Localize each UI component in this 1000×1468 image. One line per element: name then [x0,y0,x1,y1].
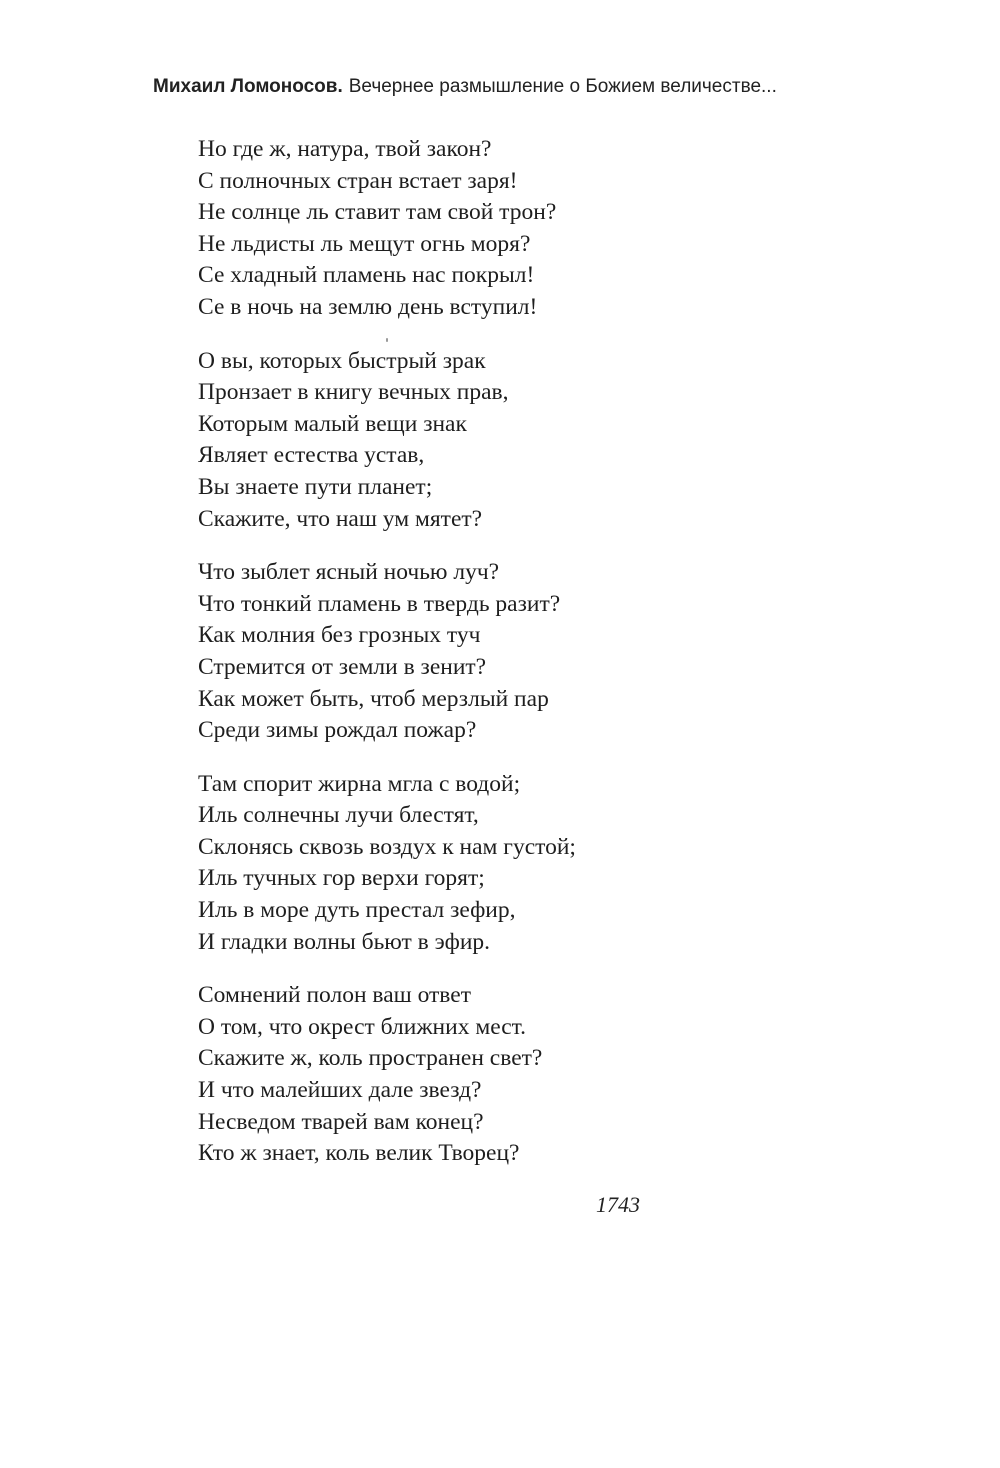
stanza [198,769,576,959]
poem-line: Склонясь сквозь воздух к нам густой; [198,833,576,860]
poem-line: Несведом тварей вам конец? [198,1108,484,1135]
poem-line: Иль в море дуть престал зефир, [198,897,516,924]
poem-line: Иль солнечны лучи блестят, [198,802,479,829]
poem-line: Кто ж знает, коль велик Творец? [198,1140,520,1167]
poem-line: Не льдисты ль мещут огнь моря? [198,230,531,257]
poem-line: Се хладный пламень нас покрыл! [198,262,535,289]
poem-line: О вы, которых быстрый зрак [198,347,486,374]
poem-line: С полночных стран встает заря! [198,167,518,194]
poem-date: 1743 [596,1192,640,1217]
poem-line: Среди зимы рождал пожар? [198,717,477,744]
poem-line: Вы знаете пути планет; [198,473,433,500]
stanza [198,134,576,324]
poem-line: Скажите ж, коль пространен свет? [198,1045,543,1072]
poem [198,134,576,1192]
poem-line: Как может быть, чтоб мерзлый пар [198,685,549,712]
poem-line: Стремится от земли в зенит? [198,653,487,680]
stanza [198,557,576,747]
poem-line: И что малейших дале звезд? [198,1077,482,1104]
poem-line: Пронзает в книгу вечных прав, [198,379,509,406]
poem-line: Иль тучных гор верхи горят; [198,865,485,892]
poem-line: О том, что окрест ближних мест. [198,1013,527,1040]
stanza [198,346,576,536]
poem-line: Являет естества устав, [198,442,425,469]
running-head [153,76,777,98]
poem-line: Которым малый вещи знак [198,410,467,437]
poem-line: Что зыблет ясный ночью луч? [198,559,500,586]
poem-line: Что тонкий пламень в твердь разит? [198,590,561,617]
poem-line: Как молния без грозных туч [198,622,481,649]
poem-line: Не солнце ль ставит там свой трон? [198,199,557,226]
poem-line: Сомнений полон ваш ответ [198,982,471,1009]
poem-line: Скажите, что наш ум мятет? [198,505,483,532]
stanza [198,980,576,1170]
running-head-title: Вечернее размышление о Божием величестве... [348,76,777,97]
running-head-author: Михаил Ломоносов. [153,76,343,97]
poem-line: Но где ж, натура, твой закон? [198,136,492,162]
poem-line: Там спорит жирна мгла с водой; [198,770,521,797]
poem-line: И гладки волны бьют в эфир. [198,928,491,955]
poem-line: Се в ночь на землю день вступил! [198,293,538,320]
